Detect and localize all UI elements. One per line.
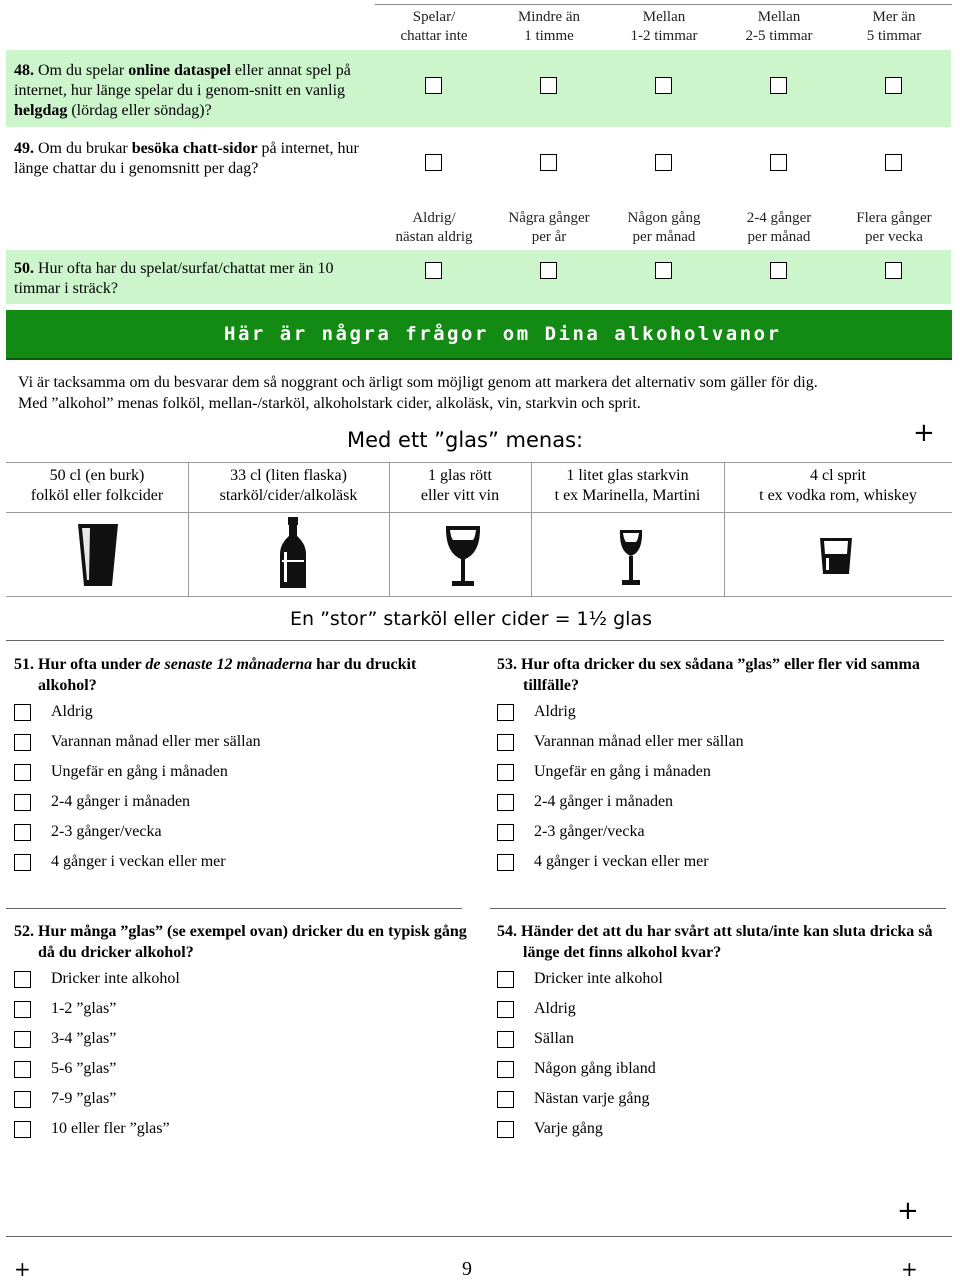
q52-checkbox-5[interactable] <box>14 1091 31 1108</box>
glass-type-beer-can: 50 cl (en burk) folköl eller folkcider <box>30 467 164 504</box>
q49-checkbox-2[interactable] <box>540 154 557 171</box>
q48-checkbox-5[interactable] <box>885 77 902 94</box>
right-section-rule <box>490 908 946 909</box>
freq2-header-1: Några gånger per år <box>508 210 590 245</box>
question-54-heading: 54. Händer det att du har svårt att sluta/inte kan sluta dricka så länge det finns alkohol kvar? <box>497 923 933 961</box>
q52-option-label: Dricker inte alkohol <box>51 970 180 987</box>
q50-checkbox-1[interactable] <box>425 262 442 279</box>
q52-checkbox-2[interactable] <box>14 1001 31 1018</box>
q53-option-label: Aldrig <box>534 703 576 720</box>
registration-plus-mark: + <box>913 418 935 448</box>
q54-checkbox-6[interactable] <box>497 1121 514 1138</box>
glass-type-spirits: 4 cl sprit t ex vodka rom, whiskey <box>759 467 917 504</box>
glass-type-bottle: 33 cl (liten flaska) starköl/cider/alkoläsk <box>219 467 358 504</box>
q54-option-label: Varje gång <box>534 1120 603 1137</box>
q52-checkbox-1[interactable] <box>14 971 31 988</box>
glass-note: En ”stor” starköl eller cider = 1½ glas <box>290 608 652 630</box>
section-title: Här är några frågor om Dina alkoholvanor <box>224 323 782 345</box>
freq2-header-2: Någon gång per månad <box>627 210 701 245</box>
registration-plus-mark: + <box>897 1196 919 1226</box>
q53-checkbox-5[interactable] <box>497 824 514 841</box>
q50-checkbox-3[interactable] <box>655 262 672 279</box>
q51-option-label: Aldrig <box>51 703 93 720</box>
q52-option-label: 7-9 ”glas” <box>51 1090 117 1107</box>
glass-table-mid-rule <box>6 512 952 513</box>
question-51-heading: 51. Hur ofta under de senaste 12 månaderna har du druckit alkohol? <box>14 656 417 694</box>
q48-checkbox-1[interactable] <box>425 77 442 94</box>
q54-checkbox-2[interactable] <box>497 1001 514 1018</box>
q51-option-label: Ungefär en gång i månaden <box>51 763 228 780</box>
beer-glass-icon <box>76 520 120 590</box>
question-53-heading: 53. Hur ofta dricker du sex sådana ”glas” eller fler vid samma tillfälle? <box>497 656 920 694</box>
q51-checkbox-6[interactable] <box>14 854 31 871</box>
q54-option-label: Nästan varje gång <box>534 1090 650 1107</box>
q54-option-label: Aldrig <box>534 1000 576 1017</box>
q50-checkbox-5[interactable] <box>885 262 902 279</box>
question-49-text: 49. Om du brukar besöka chatt-sidor på internet, hur länge chattar du i genomsnitt per dag? <box>14 140 359 177</box>
question-48-row <box>6 50 951 127</box>
registration-plus-mark: + <box>901 1257 918 1281</box>
q54-checkbox-4[interactable] <box>497 1061 514 1078</box>
q51-option-label: 4 gånger i veckan eller mer <box>51 853 226 870</box>
question-48-text: 48. Om du spelar online dataspel eller annat spel på internet, hur länge spelar du i genom-snitt en vanlig helgdag (lördag eller söndag)? <box>14 62 351 119</box>
wine-glass-icon <box>443 524 483 588</box>
q54-option-label: Sällan <box>534 1030 574 1047</box>
bottle-icon <box>278 516 308 590</box>
q53-option-label: Ungefär en gång i månaden <box>534 763 711 780</box>
freq2-header-4: Flera gånger per vecka <box>856 210 932 245</box>
q51-checkbox-2[interactable] <box>14 734 31 751</box>
q54-checkbox-5[interactable] <box>497 1091 514 1108</box>
q51-checkbox-4[interactable] <box>14 794 31 811</box>
q49-checkbox-5[interactable] <box>885 154 902 171</box>
q51-checkbox-5[interactable] <box>14 824 31 841</box>
freq2-header-3: 2-4 gånger per månad <box>746 210 812 245</box>
q48-checkbox-3[interactable] <box>655 77 672 94</box>
q53-option-label: Varannan månad eller mer sällan <box>534 733 744 750</box>
q54-checkbox-3[interactable] <box>497 1031 514 1048</box>
q51-option-label: 2-3 gånger/vecka <box>51 823 162 840</box>
q54-checkbox-1[interactable] <box>497 971 514 988</box>
q51-option-label: Varannan månad eller mer sällan <box>51 733 261 750</box>
q54-option-label: Dricker inte alkohol <box>534 970 663 987</box>
question-49-row <box>6 128 951 204</box>
q52-option-label: 10 eller fler ”glas” <box>51 1120 170 1137</box>
footer-rule <box>6 1236 952 1237</box>
q53-checkbox-6[interactable] <box>497 854 514 871</box>
glass-title: Med ett ”glas” menas: <box>347 428 584 452</box>
glass-table-top-rule <box>6 462 952 463</box>
fortified-wine-glass-icon <box>617 528 645 588</box>
q51-checkbox-1[interactable] <box>14 704 31 721</box>
shot-glass-icon <box>818 536 854 576</box>
freq2-header-0: Aldrig/ nästan aldrig <box>395 210 473 245</box>
glass-table-bottom-rule <box>6 596 952 597</box>
q52-checkbox-6[interactable] <box>14 1121 31 1138</box>
q52-checkbox-3[interactable] <box>14 1031 31 1048</box>
intro-text: Vi är tacksamma om du besvarar dem så noggrant och ärligt som möjligt genom att markera det alternativ som gäller för dig. Med ”alkohol” menas folköl, mellan-/starköl, alkoholstark cider, alkoläsk, vin, starkvin och sprit. <box>18 374 818 412</box>
question-50-text: 50. Hur ofta har du spelat/surfat/chattat mer än 10 timmar i sträck? <box>14 260 334 297</box>
q48-checkbox-4[interactable] <box>770 77 787 94</box>
registration-plus-mark: + <box>14 1257 31 1281</box>
freq-header-2: Mellan 1-2 timmar <box>630 9 698 44</box>
freq-header-1: Mindre än 1 timme <box>517 9 581 44</box>
q51-option-label: 2-4 gånger i månaden <box>51 793 191 810</box>
freq-header-3: Mellan 2-5 timmar <box>745 9 813 44</box>
q49-checkbox-3[interactable] <box>655 154 672 171</box>
glass-type-wine: 1 glas rött eller vitt vin <box>420 467 500 504</box>
question-50-row <box>6 250 951 304</box>
q53-option-label: 2-3 gånger/vecka <box>534 823 645 840</box>
top-rule <box>375 4 952 5</box>
section-banner <box>6 310 952 360</box>
q50-checkbox-4[interactable] <box>770 262 787 279</box>
q48-checkbox-2[interactable] <box>540 77 557 94</box>
q53-option-label: 4 gånger i veckan eller mer <box>534 853 709 870</box>
q49-checkbox-1[interactable] <box>425 154 442 171</box>
freq-header-0: Spelar/ chattar inte <box>400 9 468 44</box>
glass-type-fortified-wine: 1 litet glas starkvin t ex Marinella, Martini <box>554 467 701 504</box>
q49-checkbox-4[interactable] <box>770 154 787 171</box>
q52-checkbox-4[interactable] <box>14 1061 31 1078</box>
q53-checkbox-3[interactable] <box>497 764 514 781</box>
q53-option-label: 2-4 gånger i månaden <box>534 793 674 810</box>
q53-checkbox-1[interactable] <box>497 704 514 721</box>
q53-checkbox-2[interactable] <box>497 734 514 751</box>
q54-option-label: Någon gång ibland <box>534 1060 656 1077</box>
q53-checkbox-4[interactable] <box>497 794 514 811</box>
q52-option-label: 1-2 ”glas” <box>51 1000 117 1017</box>
q51-checkbox-3[interactable] <box>14 764 31 781</box>
left-section-rule <box>6 908 462 909</box>
question-52-heading: 52. Hur många ”glas” (se exempel ovan) dricker du en typisk gång då du dricker alkohol? <box>14 923 467 961</box>
q50-checkbox-2[interactable] <box>540 262 557 279</box>
freq-header-4: Mer än 5 timmar <box>866 9 922 44</box>
page-number: 9 <box>462 1258 472 1280</box>
glass-note-rule <box>6 640 944 641</box>
q52-option-label: 3-4 ”glas” <box>51 1030 117 1047</box>
q52-option-label: 5-6 ”glas” <box>51 1060 117 1077</box>
